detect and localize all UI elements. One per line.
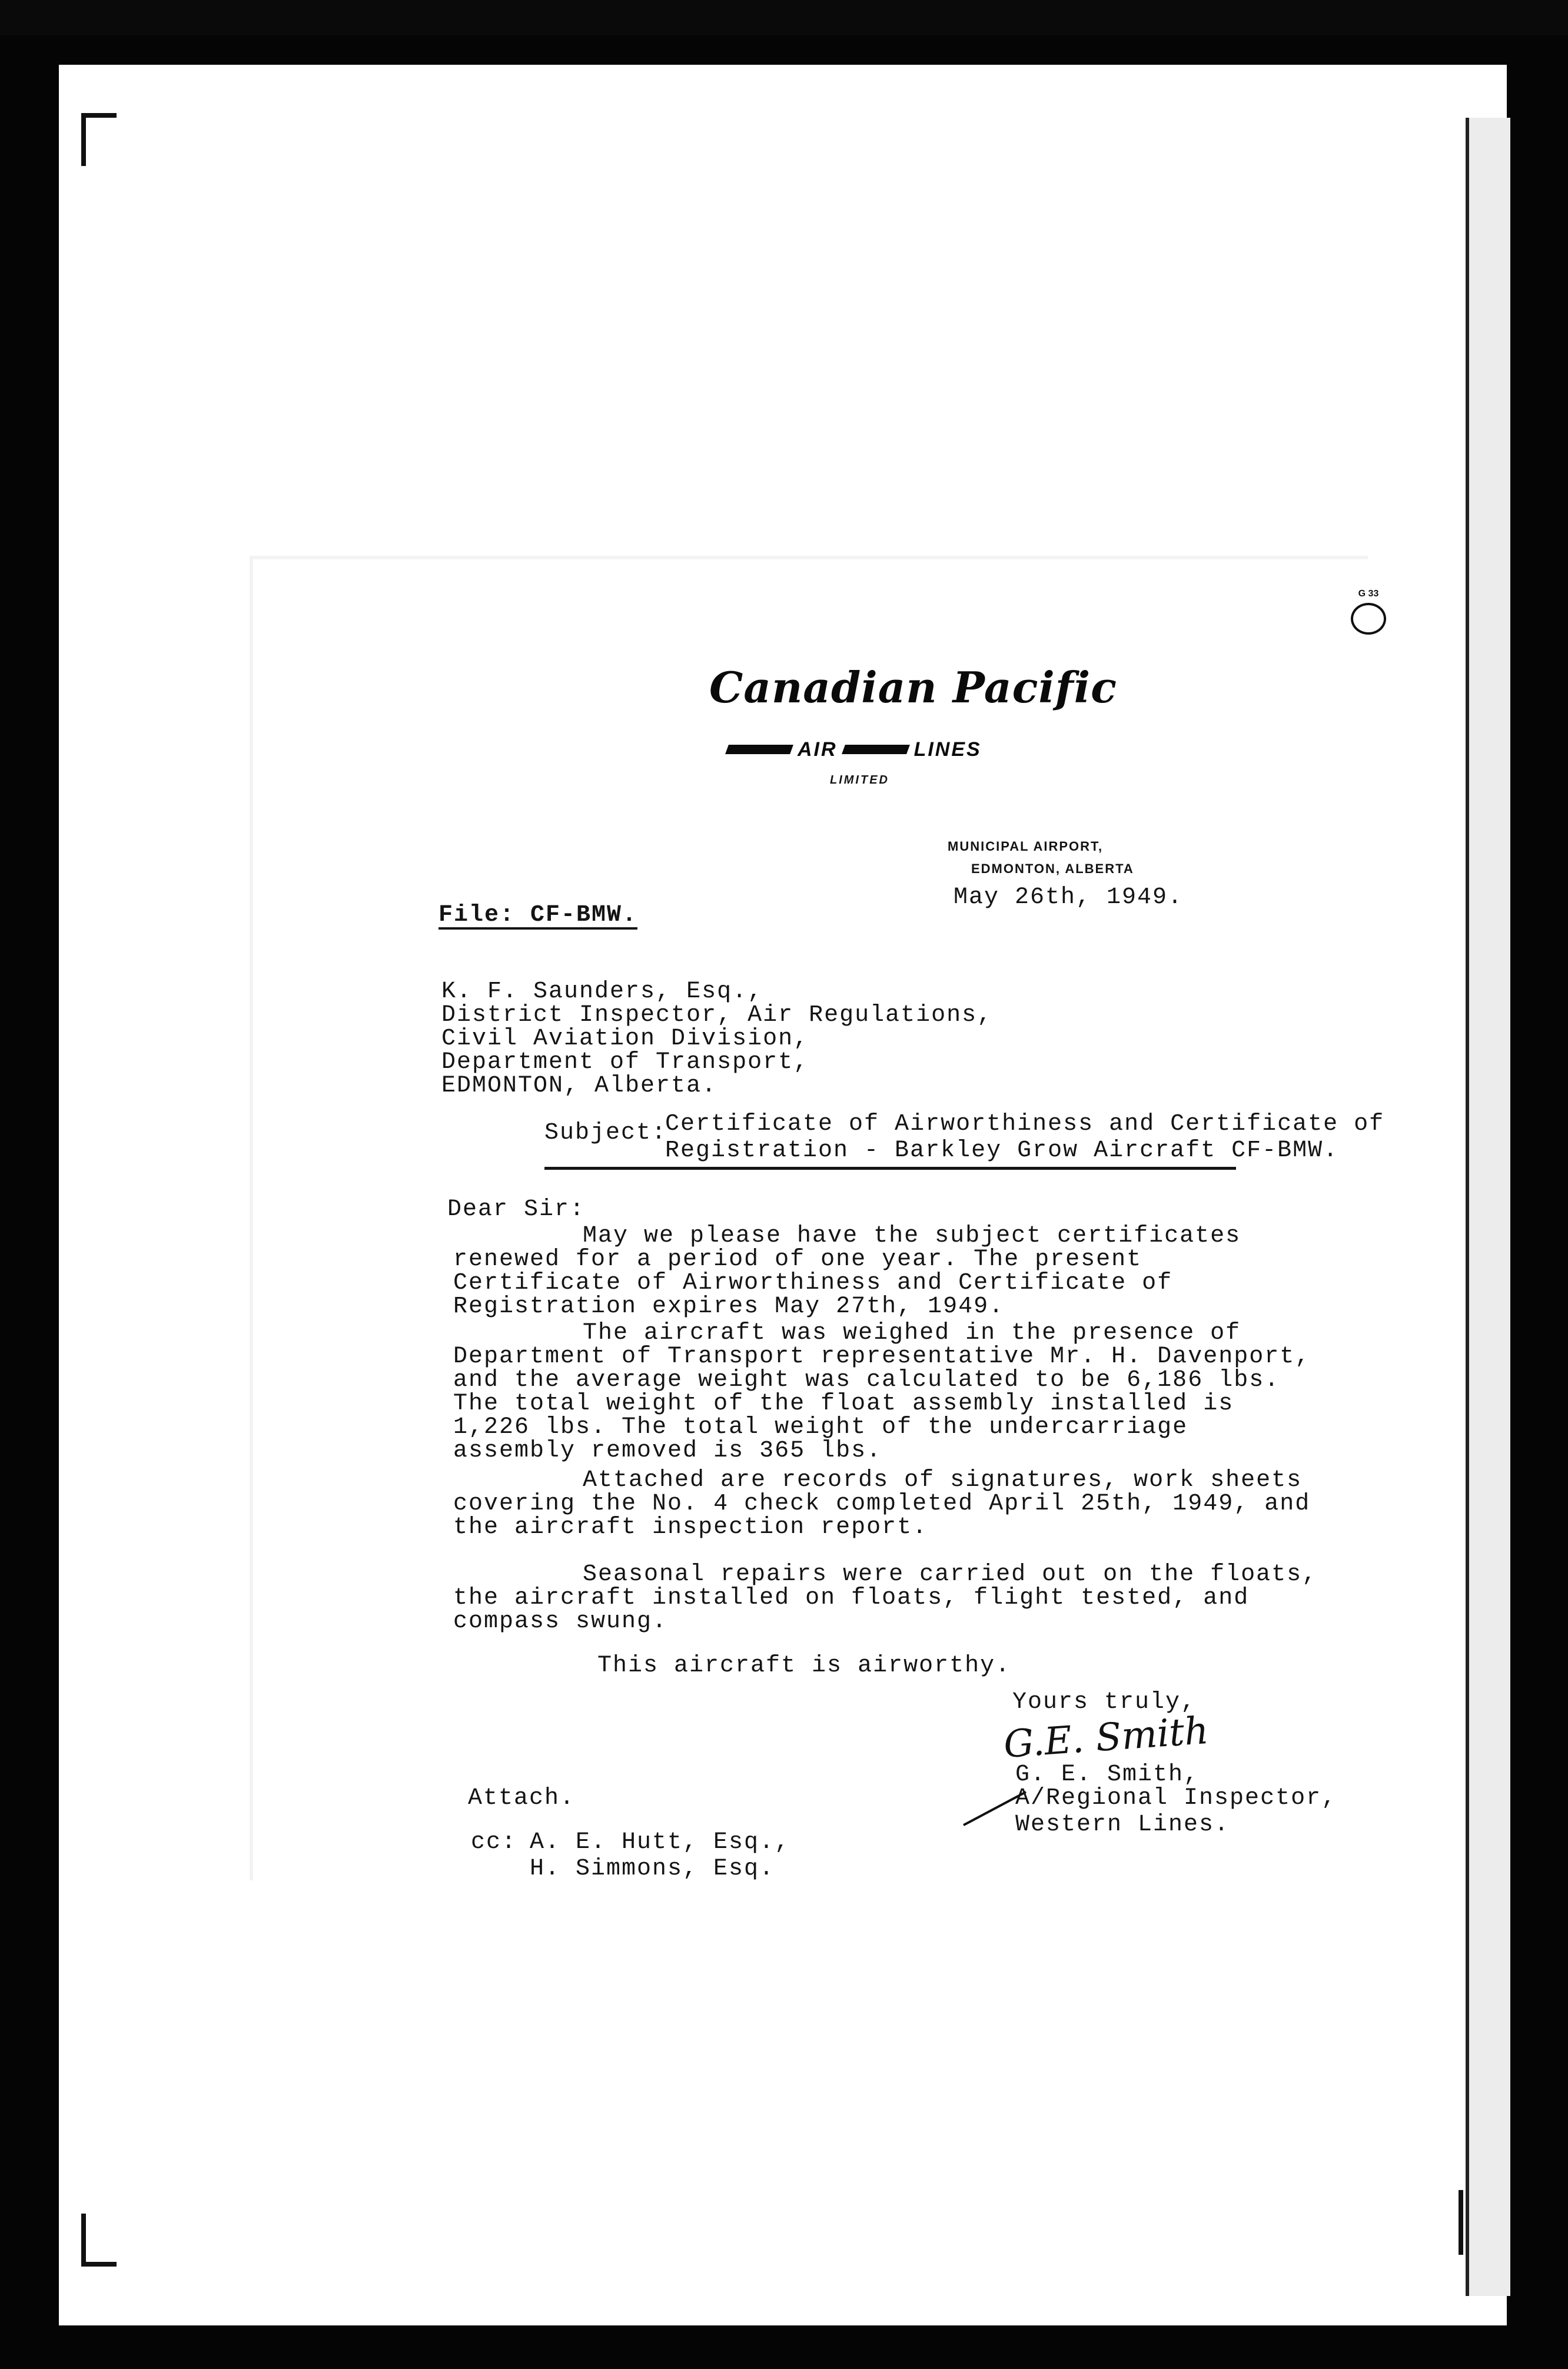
- address-line-1: MUNICIPAL AIRPORT,: [948, 839, 1104, 854]
- crop-mark-bottom-left: [81, 2214, 86, 2267]
- page-edge-shadow: [1466, 118, 1510, 2296]
- recipient-line-5: EDMONTON, Alberta.: [441, 1073, 717, 1099]
- logo-air: AIR: [798, 738, 838, 761]
- crop-mark-top-left: [81, 113, 117, 118]
- logo-bar-right: [842, 745, 910, 754]
- body-paragraph-1: May we please have the subject certificates renewed for a period of one year. The present Certificate of Airworthiness and Certificate of Registration expires May 27th, 1949.: [453, 1223, 1241, 1320]
- film-top-edge: [0, 0, 1568, 35]
- handwritten-signature: G.E. Smith: [1002, 1708, 1210, 1767]
- body-paragraph-2: The aircraft was weighed in the presence of Department of Transport representative Mr. H. Davenport, and the average weight was calculated to be 6,186 lbs. The total weight of the float assembly installed is 1,226 lbs. The total weight of the undercarriage assembly removed is 365 lbs.: [453, 1320, 1311, 1464]
- body-paragraph-5: This aircraft is airworthy.: [597, 1653, 1011, 1679]
- cc-line-1: A. E. Hutt, Esq.,: [530, 1829, 790, 1856]
- recipient-line-4: Department of Transport,: [441, 1049, 809, 1076]
- subject-label: Subject:: [544, 1120, 667, 1146]
- stamp-code: G 33: [1358, 589, 1379, 599]
- company-logo-sub: [727, 738, 982, 761]
- cc-line-2: H. Simmons, Esq.: [530, 1856, 775, 1882]
- logo-limited: LIMITED: [830, 774, 889, 787]
- attach-note: Attach.: [468, 1785, 576, 1811]
- address-line-2: EDMONTON, ALBERTA: [971, 861, 1134, 876]
- company-logo-script: Canadian Pacific: [709, 662, 1117, 712]
- subject-underline: [544, 1167, 1236, 1170]
- recipient-line-1: K. F. Saunders, Esq.,: [441, 978, 763, 1005]
- crop-mark-bottom-right: [1459, 2190, 1463, 2255]
- signer-name: G. E. Smith,: [1015, 1761, 1200, 1788]
- seal-icon: [1351, 603, 1386, 635]
- subject-line-1: Certificate of Airworthiness and Certificate of: [665, 1111, 1385, 1137]
- letter-date: May 26th, 1949.: [954, 884, 1184, 911]
- cc-label: cc:: [471, 1829, 517, 1856]
- logo-lines: LINES: [913, 738, 982, 761]
- body-paragraph-4: Seasonal repairs were carried out on the floats, the aircraft installed on floats, flight tested, and compass swung.: [453, 1561, 1318, 1635]
- signer-title: A/Regional Inspector,: [1015, 1785, 1337, 1811]
- crop-mark-top-left: [81, 113, 86, 166]
- file-reference: File: CF-BMW.: [438, 902, 638, 928]
- body-paragraph-3: Attached are records of signatures, work sheets covering the No. 4 check completed April 25th, 1949, and the aircraft inspection report.: [453, 1467, 1311, 1541]
- logo-bar-left: [725, 745, 793, 754]
- recipient-line-3: Civil Aviation Division,: [441, 1026, 809, 1052]
- salutation: Dear Sir:: [447, 1196, 586, 1223]
- closing: Yours truly,: [1012, 1689, 1197, 1716]
- signer-division: Western Lines.: [1015, 1811, 1230, 1838]
- archive-stamp: [1348, 589, 1389, 635]
- subject-line-2: Registration - Barkley Grow Aircraft CF-BMW.: [665, 1137, 1339, 1164]
- recipient-line-2: District Inspector, Air Regulations,: [441, 1002, 993, 1028]
- crop-mark-bottom-left: [81, 2262, 117, 2267]
